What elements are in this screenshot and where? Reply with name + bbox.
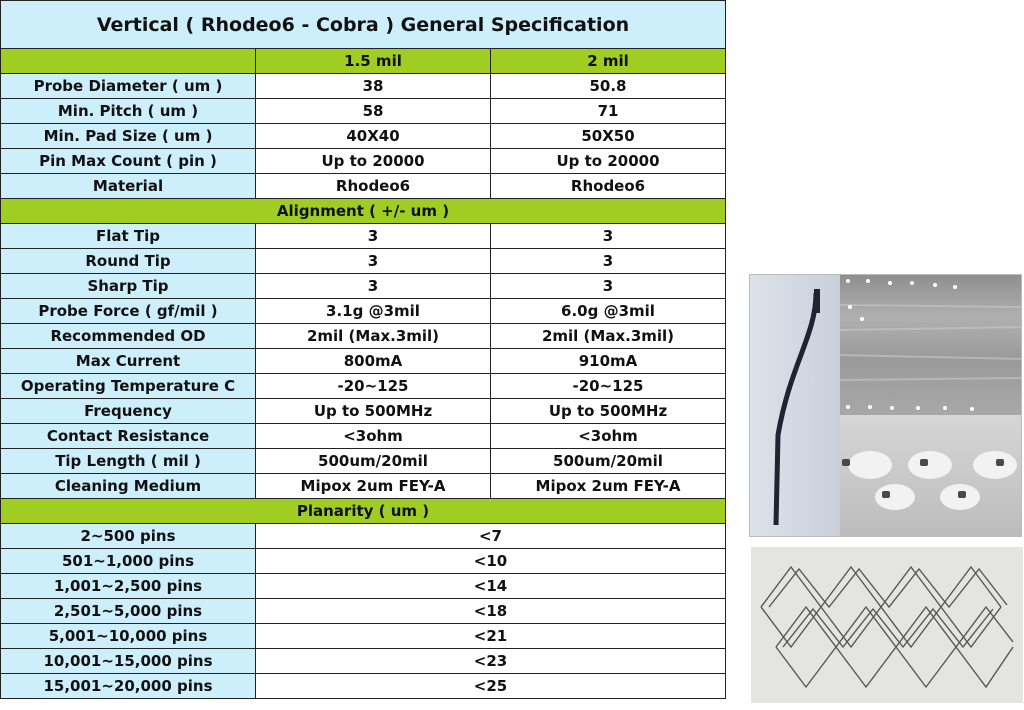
planarity-row-15-001-20-000-pins	[1, 674, 726, 699]
row-label: 10,001~15,000 pins	[1, 649, 256, 674]
row-label: Min. Pitch ( um )	[1, 99, 256, 124]
row-label: Pin Max Count ( pin )	[1, 149, 256, 174]
column-header-row	[1, 49, 726, 74]
value-1-5mil: Rhodeo6	[256, 174, 491, 199]
spec-row-recommended-od	[1, 324, 726, 349]
value-1-5mil: 3	[256, 274, 491, 299]
row-label: Probe Diameter ( um )	[1, 74, 256, 99]
planarity-value: <10	[256, 549, 726, 574]
row-label: Tip Length ( mil )	[1, 449, 256, 474]
value-1-5mil: 2mil (Max.3mil)	[256, 324, 491, 349]
row-label: 1,001~2,500 pins	[1, 574, 256, 599]
title-row	[1, 1, 726, 49]
value-2mil: 500um/20mil	[491, 449, 726, 474]
planarity-value: <18	[256, 599, 726, 624]
planarity-row-501-1-000-pins	[1, 549, 726, 574]
value-1-5mil: 3.1g @3mil	[256, 299, 491, 324]
row-label: Sharp Tip	[1, 274, 256, 299]
spec-row-min-pad-size-um	[1, 124, 726, 149]
value-2mil: Mipox 2um FEY-A	[491, 474, 726, 499]
value-1-5mil: Up to 500MHz	[256, 399, 491, 424]
row-label: Flat Tip	[1, 224, 256, 249]
value-1-5mil: <3ohm	[256, 424, 491, 449]
row-label: 2,501~5,000 pins	[1, 599, 256, 624]
row-label: Recommended OD	[1, 324, 256, 349]
planarity-value: <14	[256, 574, 726, 599]
value-2mil: 6.0g @3mil	[491, 299, 726, 324]
value-2mil: 3	[491, 274, 726, 299]
row-label: Material	[1, 174, 256, 199]
value-2mil: 3	[491, 249, 726, 274]
spec-row-tip-length-mil	[1, 449, 726, 474]
value-1-5mil: Mipox 2um FEY-A	[256, 474, 491, 499]
row-label: 5,001~10,000 pins	[1, 624, 256, 649]
value-1-5mil: 3	[256, 224, 491, 249]
value-2mil: 50.8	[491, 74, 726, 99]
value-2mil: 3	[491, 224, 726, 249]
spec-row-probe-diameter-um	[1, 74, 726, 99]
value-2mil: -20~125	[491, 374, 726, 399]
probe-photo-svg	[750, 275, 1021, 536]
row-label: Probe Force ( gf/mil )	[1, 299, 256, 324]
value-1-5mil: 3	[256, 249, 491, 274]
spec-row-sharp-tip	[1, 274, 726, 299]
spec-row-operating-temperature-c	[1, 374, 726, 399]
spec-row-pin-max-count-pin	[1, 149, 726, 174]
value-1-5mil: 500um/20mil	[256, 449, 491, 474]
value-2mil: Rhodeo6	[491, 174, 726, 199]
column-header-2mil: 2 mil	[491, 49, 726, 74]
spec-row-cleaning-medium	[1, 474, 726, 499]
value-1-5mil: 58	[256, 99, 491, 124]
value-1-5mil: -20~125	[256, 374, 491, 399]
value-2mil: 910mA	[491, 349, 726, 374]
row-label: Contact Resistance	[1, 424, 256, 449]
section-header-alignment	[1, 199, 726, 224]
planarity-value: <21	[256, 624, 726, 649]
table-title: Vertical ( Rhodeo6 - Cobra ) General Specification	[1, 1, 726, 49]
row-label: Round Tip	[1, 249, 256, 274]
spec-row-frequency	[1, 399, 726, 424]
row-label: 15,001~20,000 pins	[1, 674, 256, 699]
row-label: Cleaning Medium	[1, 474, 256, 499]
value-2mil: Up to 20000	[491, 149, 726, 174]
planarity-value: <25	[256, 674, 726, 699]
planarity-row-2-500-pins	[1, 524, 726, 549]
value-1-5mil: 800mA	[256, 349, 491, 374]
row-label: 501~1,000 pins	[1, 549, 256, 574]
row-label: Min. Pad Size ( um )	[1, 124, 256, 149]
alignment-header: Alignment ( +/- um )	[1, 199, 726, 224]
value-1-5mil: 40X40	[256, 124, 491, 149]
probe-photo	[749, 274, 1022, 537]
spec-row-max-current	[1, 349, 726, 374]
spec-row-material	[1, 174, 726, 199]
value-2mil: 2mil (Max.3mil)	[491, 324, 726, 349]
row-label: Frequency	[1, 399, 256, 424]
value-1-5mil: Up to 20000	[256, 149, 491, 174]
spec-row-min-pitch-um	[1, 99, 726, 124]
planarity-row-10-001-15-000-pins	[1, 649, 726, 674]
value-2mil: 71	[491, 99, 726, 124]
section-header-planarity	[1, 499, 726, 524]
spec-table-body	[1, 1, 726, 699]
spec-row-contact-resistance	[1, 424, 726, 449]
row-label: Operating Temperature C	[1, 374, 256, 399]
planarity-value: <23	[256, 649, 726, 674]
value-2mil: 50X50	[491, 124, 726, 149]
planarity-header: Planarity ( um )	[1, 499, 726, 524]
spec-row-round-tip	[1, 249, 726, 274]
probe-mark-pattern-photo	[751, 547, 1023, 703]
row-label: 2~500 pins	[1, 524, 256, 549]
row-label: Max Current	[1, 349, 256, 374]
column-header-blank	[1, 49, 256, 74]
value-1-5mil: 38	[256, 74, 491, 99]
planarity-value: <7	[256, 524, 726, 549]
planarity-row-5-001-10-000-pins	[1, 624, 726, 649]
column-header-1-5mil: 1.5 mil	[256, 49, 491, 74]
spec-row-probe-force-gf-mil	[1, 299, 726, 324]
planarity-row-2-501-5-000-pins	[1, 599, 726, 624]
probe-mark-pattern-svg	[751, 547, 1023, 703]
planarity-row-1-001-2-500-pins	[1, 574, 726, 599]
spec-row-flat-tip	[1, 224, 726, 249]
value-2mil: <3ohm	[491, 424, 726, 449]
value-2mil: Up to 500MHz	[491, 399, 726, 424]
